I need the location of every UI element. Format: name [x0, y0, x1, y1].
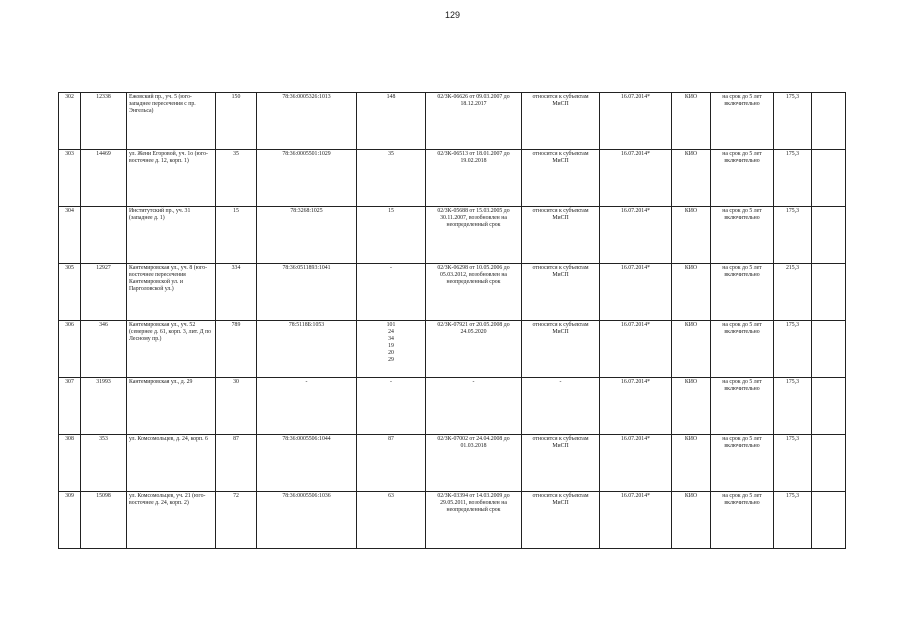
cell-authority: КИО [672, 150, 711, 207]
cell-address: Кантемировская ул., уч. 52 (севернее д. 61, корп. 3, лит. Д по Лесному пр.) [127, 321, 216, 378]
cell-row-number: 303 [59, 150, 81, 207]
cell-area: 87 [216, 435, 257, 492]
cell-extra [812, 93, 846, 150]
cell-authority: КИО [672, 492, 711, 549]
cell-relation-status: относится к субъектам МиСП [522, 93, 600, 150]
cell-places-count: - [357, 378, 426, 435]
cell-date: 16.07.2014* [600, 321, 672, 378]
cell-date: 16.07.2014* [600, 435, 672, 492]
cell-address: Институтский пр., уч. 31 (западнее д. 1) [127, 207, 216, 264]
cell-cadastral-number: 78:3268:1025 [257, 207, 357, 264]
cell-row-number: 305 [59, 264, 81, 321]
cell-date: 16.07.2014* [600, 93, 672, 150]
cell-rate: 175,3 [774, 435, 812, 492]
cell-relation-status: относится к субъектам МиСП [522, 264, 600, 321]
cell-agreement-details: 02/ЗК-06513 от 18.01.2007 до 19.02.2018 [426, 150, 522, 207]
cell-rate: 175,3 [774, 492, 812, 549]
cell-rate: 215,3 [774, 264, 812, 321]
cell-row-number: 302 [59, 93, 81, 150]
cell-address: Кантемировская ул., уч. 8 (юго-восточнее пересечения Кантемировской ул. и Парголовской ул.) [127, 264, 216, 321]
cell-places-count: - [357, 264, 426, 321]
cell-agreement-details: 02/ЗК-06298 от 10.05.2006 до 05.03.2012, возобновлен на неопределенный срок [426, 264, 522, 321]
cell-authority: КИО [672, 378, 711, 435]
cell-rate: 175,3 [774, 378, 812, 435]
cell-term: на срок до 5 лет включительно [711, 492, 774, 549]
table-body [59, 93, 846, 549]
cell-row-number: 304 [59, 207, 81, 264]
registry-table [58, 92, 846, 549]
cell-date: 16.07.2014* [600, 264, 672, 321]
cell-term: на срок до 5 лет включительно [711, 321, 774, 378]
cell-extra [812, 321, 846, 378]
cell-area: 150 [216, 93, 257, 150]
cell-row-number: 307 [59, 378, 81, 435]
cell-address: ул. Жени Егоровой, уч. 1о (юго-восточнее д. 12, корп. 1) [127, 150, 216, 207]
cell-agreement-details: 02/ЗК-06626 от 09.03.2007 до 18.12.2017 [426, 93, 522, 150]
cell-area: 72 [216, 492, 257, 549]
cell-relation-status: относится к субъектам МиСП [522, 150, 600, 207]
cell-term: на срок до 5 лет включительно [711, 207, 774, 264]
cell-agreement-details: 02/ЗК-05688 от 15.03.2005 до 30.11.2007, возобновлен на неопределенный срок [426, 207, 522, 264]
cell-rate: 175,3 [774, 207, 812, 264]
cell-places-count: 148 [357, 93, 426, 150]
cell-rate: 175,3 [774, 150, 812, 207]
cell-date: 16.07.2014* [600, 492, 672, 549]
cell-agreement-details: 02/ЗК-07921 от 20.05.2008 до 24.05.2020 [426, 321, 522, 378]
cell-extra [812, 378, 846, 435]
cell-agreement-details: 02/ЗК-07002 от 24.04.2008 до 01.03.2018 [426, 435, 522, 492]
cell-extra [812, 150, 846, 207]
cell-cadastral-number: - [257, 378, 357, 435]
table-row [59, 435, 846, 492]
cell-address: Ежовский пр., уч. 5 (юго-западнее пересечения с пр. Энгельса) [127, 93, 216, 150]
cell-object-code: 15098 [81, 492, 127, 549]
table-row [59, 264, 846, 321]
cell-extra [812, 264, 846, 321]
table-row [59, 150, 846, 207]
cell-object-code [81, 207, 127, 264]
cell-row-number: 309 [59, 492, 81, 549]
cell-object-code: 346 [81, 321, 127, 378]
cell-authority: КИО [672, 264, 711, 321]
cell-rate: 175,3 [774, 93, 812, 150]
cell-area: 789 [216, 321, 257, 378]
cell-cadastral-number: 78:36:0005506:1036 [257, 492, 357, 549]
cell-relation-status: относится к субъектам МиСП [522, 321, 600, 378]
cell-area: 15 [216, 207, 257, 264]
cell-authority: КИО [672, 435, 711, 492]
cell-authority: КИО [672, 93, 711, 150]
cell-cadastral-number: 78:36:0005501:1029 [257, 150, 357, 207]
cell-object-code: 31993 [81, 378, 127, 435]
cell-authority: КИО [672, 321, 711, 378]
cell-cadastral-number: 78:36:0511893:1041 [257, 264, 357, 321]
cell-term: на срок до 5 лет включительно [711, 378, 774, 435]
table-row [59, 207, 846, 264]
cell-places-count: 15 [357, 207, 426, 264]
cell-address: ул. Комсомольцев, уч. 21 (юго-восточнее д. 24, корп. 2) [127, 492, 216, 549]
table-row [59, 93, 846, 150]
cell-places-count: 101 24 34 19 20 29 [357, 321, 426, 378]
cell-term: на срок до 5 лет включительно [711, 150, 774, 207]
cell-address: Кантемировская ул., д. 29 [127, 378, 216, 435]
cell-object-code: 14469 [81, 150, 127, 207]
cell-date: 16.07.2014* [600, 207, 672, 264]
table-row [59, 321, 846, 378]
cell-term: на срок до 5 лет включительно [711, 264, 774, 321]
cell-cadastral-number: 78:5118Б:1053 [257, 321, 357, 378]
cell-term: на срок до 5 лет включительно [711, 435, 774, 492]
cell-extra [812, 435, 846, 492]
cell-cadastral-number: 78:36:0005506:1044 [257, 435, 357, 492]
cell-extra [812, 207, 846, 264]
cell-agreement-details: - [426, 378, 522, 435]
cell-extra [812, 492, 846, 549]
page-number: 129 [444, 10, 461, 20]
cell-address: ул. Комсомольцев, д. 24, корп. 6 [127, 435, 216, 492]
cell-term: на срок до 5 лет включительно [711, 93, 774, 150]
cell-area: 334 [216, 264, 257, 321]
table-row [59, 492, 846, 549]
cell-places-count: 35 [357, 150, 426, 207]
cell-rate: 175,3 [774, 321, 812, 378]
cell-date: 16.07.2014* [600, 378, 672, 435]
cell-places-count: 87 [357, 435, 426, 492]
cell-row-number: 306 [59, 321, 81, 378]
cell-relation-status: относится к субъектам МиСП [522, 492, 600, 549]
cell-object-code: 12338 [81, 93, 127, 150]
cell-relation-status: относится к субъектам МиСП [522, 435, 600, 492]
cell-relation-status: относится к субъектам МиСП [522, 207, 600, 264]
table-row [59, 378, 846, 435]
cell-object-code: 12927 [81, 264, 127, 321]
cell-object-code: 353 [81, 435, 127, 492]
cell-cadastral-number: 78:36:0005326:1013 [257, 93, 357, 150]
cell-area: 35 [216, 150, 257, 207]
cell-area: 30 [216, 378, 257, 435]
cell-date: 16.07.2014* [600, 150, 672, 207]
cell-row-number: 308 [59, 435, 81, 492]
cell-relation-status: - [522, 378, 600, 435]
cell-agreement-details: 02/ЗК-03394 от 14.03.2009 до 29.05.2011, возобновлен на неопределенный срок [426, 492, 522, 549]
cell-places-count: 63 [357, 492, 426, 549]
cell-authority: КИО [672, 207, 711, 264]
